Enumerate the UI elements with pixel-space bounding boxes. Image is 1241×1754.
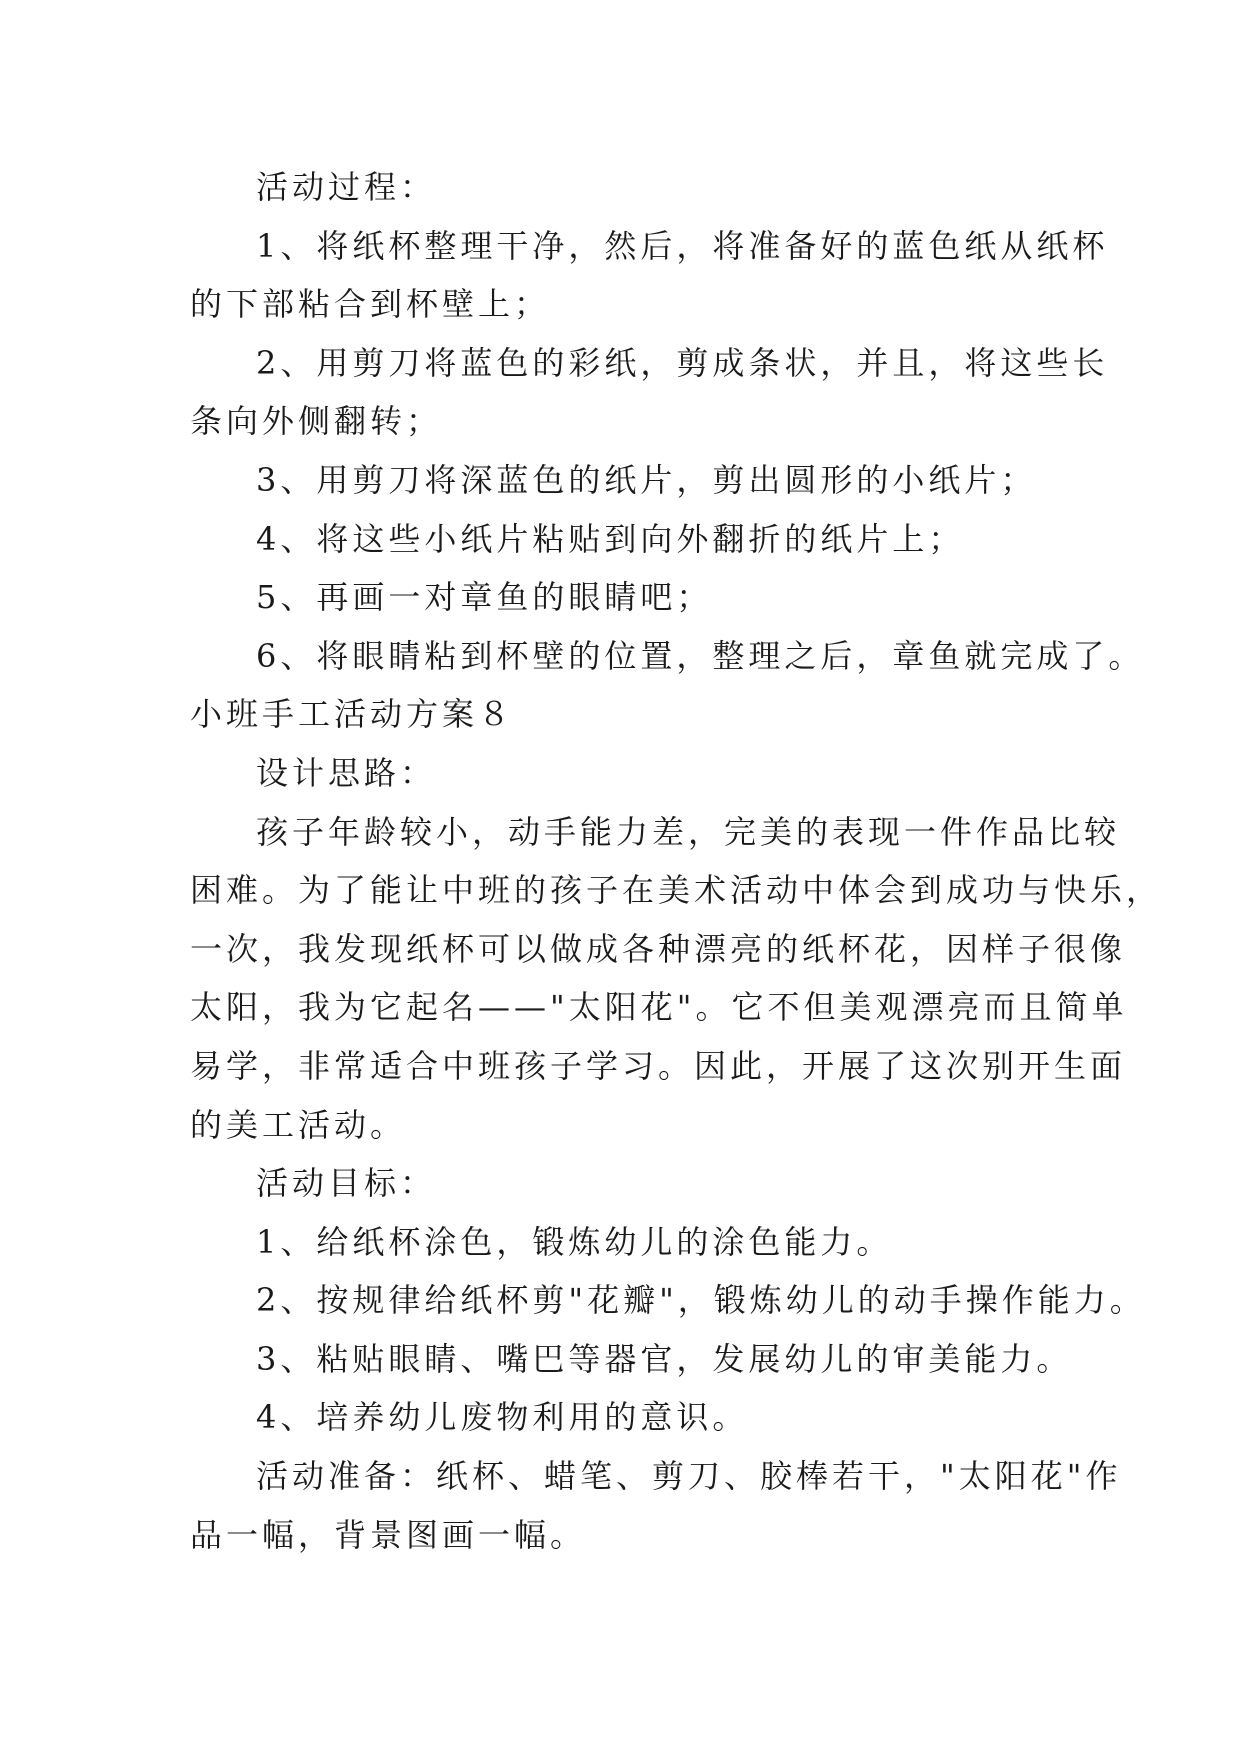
paragraph-line: 4、将这些小纸片粘贴到向外翻折的纸片上； [256, 519, 965, 558]
paragraph-line: 1、给纸杯涂色，锻炼幼儿的涂色能力。 [256, 1222, 893, 1261]
paragraph-line: 4、培养幼儿废物利用的意识。 [256, 1398, 749, 1437]
paragraph-line: 太阳，我为它起名——"太阳花"。它不但美观漂亮而且简单 [190, 988, 1128, 1027]
section-heading-process: 活动过程： [256, 168, 437, 206]
paragraph-line: 3、粘贴眼睛、嘴巴等器官，发展幼儿的审美能力。 [256, 1339, 1073, 1378]
section-heading-goals: 活动目标： [256, 1164, 437, 1203]
paragraph-line: 1、将纸杯整理干净，然后，将准备好的蓝色纸从纸杯 [256, 226, 1109, 265]
paragraph-line: 的美工活动。 [190, 1105, 407, 1144]
document-section-title: 小班手工活动方案８ [190, 695, 515, 734]
paragraph-line: 5、再画一对章鱼的眼睛吧； [256, 578, 713, 617]
paragraph-line: 3、用剪刀将深蓝色的纸片，剪出圆形的小纸片； [256, 460, 1037, 499]
paragraph-line: 条向外侧翻转； [190, 402, 443, 441]
paragraph-line: 6、将眼睛粘到杯壁的位置，整理之后，章鱼就完成了。 [256, 636, 1145, 675]
paragraph-line: 孩子年龄较小，动手能力差，完美的表现一件作品比较 [256, 812, 1121, 851]
paragraph-line: 品一幅，背景图画一幅。 [190, 1515, 587, 1554]
paragraph-line: 一次，我发现纸杯可以做成各种漂亮的纸杯花，因样子很像 [190, 929, 1127, 968]
paragraph-line: 困难。为了能让中班的孩子在美术活动中体会到成功与快乐， [190, 871, 1163, 910]
paragraph-line: 易学，非常适合中班孩子学习。因此，开展了这次别开生面 [190, 1046, 1127, 1085]
paragraph-line: 的下部粘合到杯壁上； [190, 285, 551, 324]
document-body [190, 158, 1163, 1564]
paragraph-line: 活动准备：纸杯、蜡笔、剪刀、胶棒若干，"太阳花"作 [256, 1457, 1122, 1496]
paragraph-line: 2、用剪刀将蓝色的彩纸，剪成条状，并且，将这些长 [256, 343, 1109, 382]
section-heading-design: 设计思路： [256, 753, 437, 792]
paragraph-line: 2、按规律给纸杯剪"花瓣"，锻炼幼儿的动手操作能力。 [256, 1281, 1146, 1320]
